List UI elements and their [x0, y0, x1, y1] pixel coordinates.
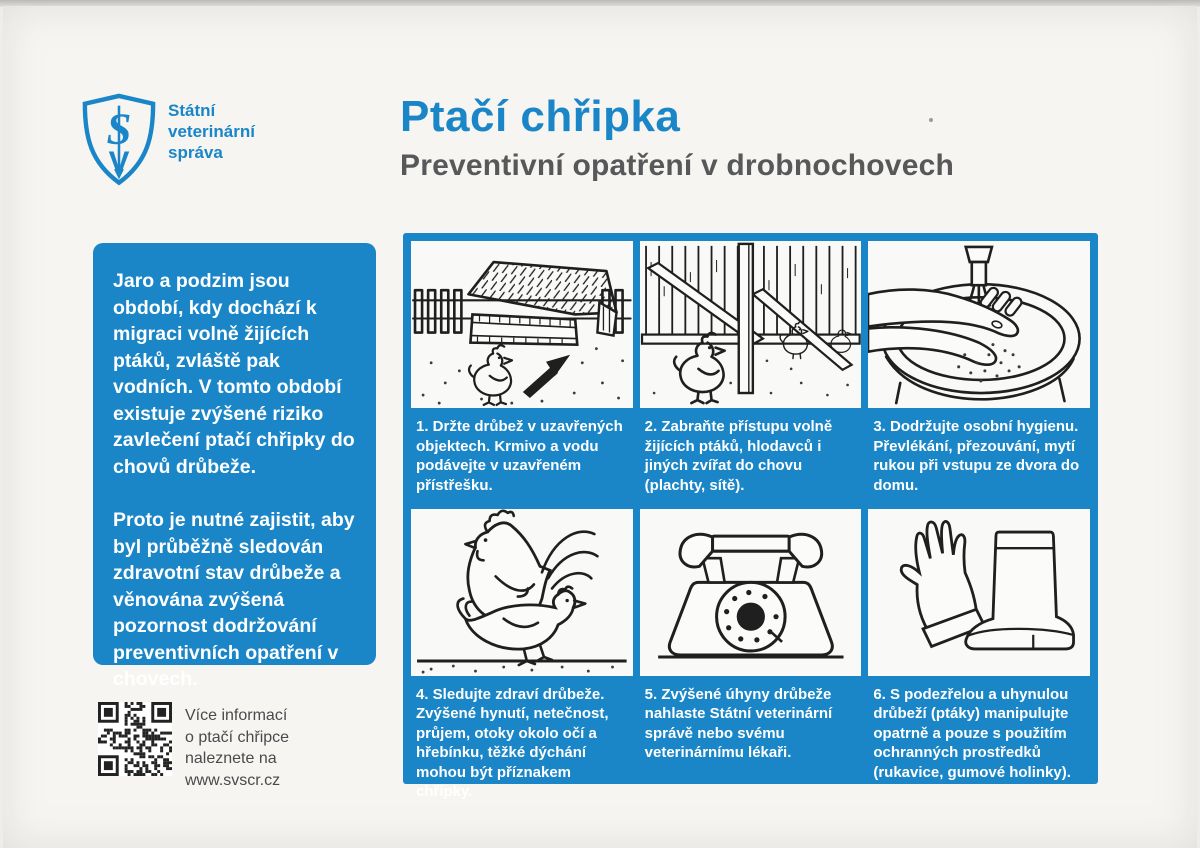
panel-2 [640, 241, 862, 509]
panel-caption: 5. Zvýšené úhyny drůbeže nahlaste Státní veterinární správě nebo svému veterinárnímu lékaři. [644, 685, 833, 761]
panel-3 [868, 241, 1090, 509]
panel-6 [868, 509, 1090, 781]
page-subtitle: Preventivní opatření v drobnochovech [400, 149, 954, 182]
footer-line: Více informací [185, 707, 288, 724]
svg-text:S: S [106, 103, 132, 154]
qr-code [98, 702, 172, 776]
svs-shield-logo [80, 93, 158, 189]
footer-line: o ptačí chřipce [185, 728, 290, 746]
page-title: Ptačí chřipka [400, 92, 681, 141]
poultry-coop-arrow-illustration [411, 241, 633, 408]
panel-5 [640, 509, 862, 777]
measures-grid [403, 233, 1098, 800]
scan-speck [929, 118, 933, 122]
rotary-phone-illustration [640, 509, 862, 676]
panel-caption: 6. S podezřelou a uhynulou drůbeží (ptáky) manipulujte opatrně a pouze s použitím ochranných prostředků (rukavice, gumové holinky). [873, 685, 1071, 781]
panel-4 [411, 509, 633, 800]
barn-chickens-illustration [640, 241, 862, 408]
panel-1 [411, 241, 633, 509]
org-name-line: Státní [168, 101, 216, 120]
footer-info [185, 705, 289, 791]
hand-washing-illustration [868, 241, 1090, 408]
svg-text:V: V [108, 144, 130, 180]
panel-caption: 1. Držte drůbež v uzavřených objektech. Krmivo a vodu podávejte v uzavřeném přístřešku. [416, 418, 623, 494]
intro-paragraph-1: Jaro a podzim jsou období, kdy dochází k migraci volně žijících ptáků, zvláště pak vodních. V tomto období existuje zvýšené riziko zavlečení ptačí chřipky do chovů drůbeže. [113, 270, 355, 478]
org-name-line: správa [168, 143, 223, 162]
intro-box [93, 243, 376, 690]
glove-rubber-boot-illustration [868, 509, 1090, 676]
panel-caption: 2. Zabraňte přístupu volně žijících ptáků, hlodavců i jiných zvířat do chovu (plachty, sítě). [644, 418, 833, 494]
org-name [168, 100, 255, 163]
panel-caption: 4. Sledujte zdraví drůbeže. Zvýšené hynutí, netečnost, průjem, otoky okolo očí a hřebínku, těžké dýchání mohou být příznakem chřipky. [416, 685, 609, 800]
panel-caption: 3. Dodržujte osobní hygienu. Převlékání, přezouvání, mytí rukou při vstupu ze dvora do domu. [873, 418, 1080, 494]
footer-line: www.svscr.cz [185, 771, 281, 789]
intro-paragraph-2: Proto je nutné zajistit, aby byl průběžně sledován zdravotní stav drůbeže a věnována zvýšená pozornost dodržování preventivních opatření v chovech. [113, 509, 355, 690]
org-name-line: veterinární [168, 122, 255, 141]
rooster-hen-illustration [411, 509, 633, 676]
footer-line: naleznete na [185, 750, 277, 767]
